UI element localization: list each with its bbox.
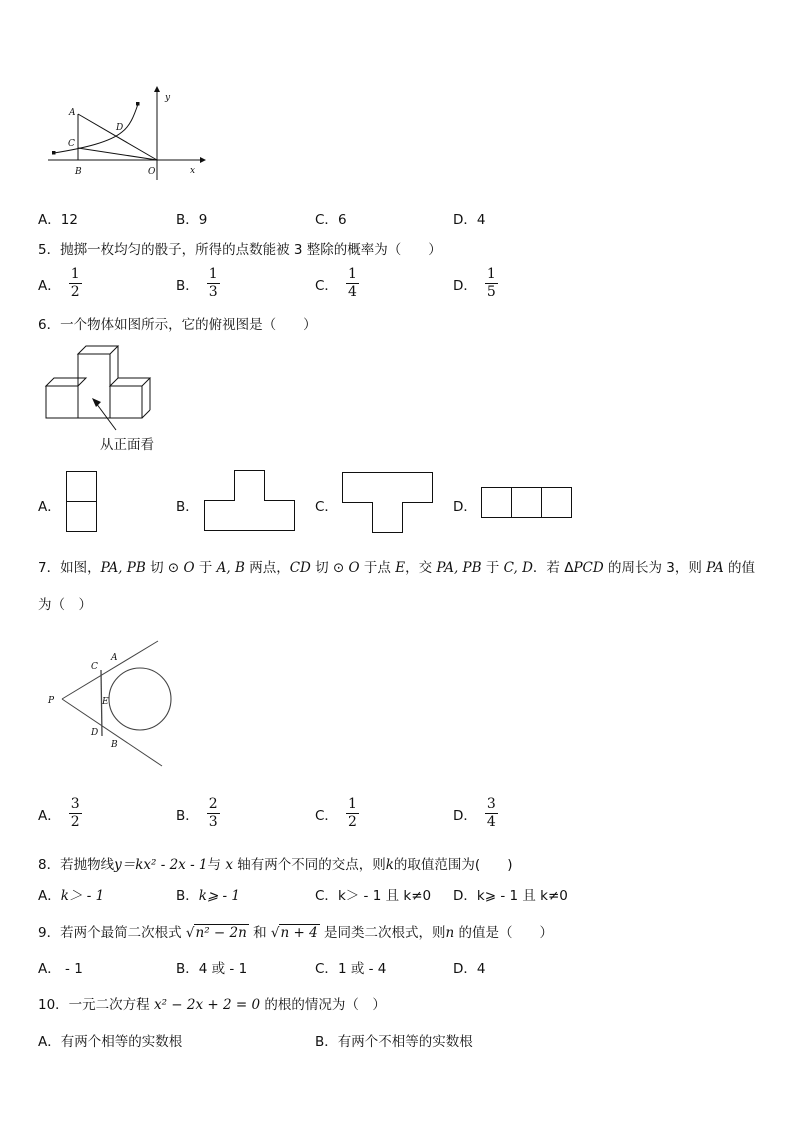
q8-option-a[interactable]: A．k＞ - 1 bbox=[38, 888, 105, 904]
q5-option-c[interactable]: C． $\frac{1}{4}$ bbox=[315, 266, 357, 300]
q8-stem: 8．若抛物线y＝kx² - 2x - 1与 x 轴有两个不同的交点，则k的取值范围为( ) bbox=[38, 857, 513, 873]
segment-CO bbox=[78, 148, 157, 160]
q4-option-b[interactable]: B．9 bbox=[176, 212, 208, 228]
q4-coordinate-figure bbox=[40, 82, 210, 182]
q10-option-b[interactable]: B．有两个不相等的实数根 bbox=[315, 1034, 473, 1050]
label-C: C bbox=[68, 139, 75, 149]
q9-stem: 9．若两个最简二次根式 √n² − 2n 和 √n + 4 是同类二次根式，则n 的值是（ ） bbox=[38, 925, 553, 941]
q4-option-a[interactable]: A．12 bbox=[38, 212, 78, 228]
label-x: x bbox=[190, 166, 196, 176]
segment-AO bbox=[78, 114, 157, 160]
q7-tangent-circle-figure bbox=[44, 636, 204, 776]
hyperbola-curve bbox=[54, 104, 138, 153]
q4-option-d[interactable]: D．4 bbox=[453, 212, 486, 228]
label-D: D bbox=[116, 123, 124, 133]
label-C: C bbox=[91, 662, 98, 672]
q6-solid-figure bbox=[40, 346, 170, 426]
tangent-PB bbox=[62, 699, 162, 766]
q10-stem: 10．一元二次方程 x² − 2x + 2 = 0 的根的情况为（ ） bbox=[38, 997, 386, 1013]
label-E: E bbox=[102, 697, 109, 707]
label-B: B bbox=[111, 740, 118, 750]
view-arrow-head bbox=[92, 398, 101, 407]
q6-option-a-figure[interactable] bbox=[66, 471, 98, 533]
q6-option-b-label[interactable]: B． bbox=[176, 499, 199, 515]
q7-stem-line1: 7．如图，PA, PB 切 ⊙ O 于 A, B 两点，CD 切 ⊙ O 于点 E，交 PA, PB 于 C, D．若 ΔPCD 的周长为 3，则 PA 的值 bbox=[38, 560, 756, 576]
circle-O bbox=[109, 668, 171, 730]
q5-stem: 5．抛掷一枚均匀的骰子，所得的点数能被 3 整除的概率为（ ） bbox=[38, 242, 442, 258]
view-arrow-shaft bbox=[96, 403, 116, 430]
q7-option-a[interactable]: A． $\frac{3}{2}$ bbox=[38, 796, 80, 830]
radical-2: n + 4 bbox=[280, 925, 318, 941]
q9-option-c[interactable]: C．1 或 - 4 bbox=[315, 961, 387, 977]
label-A: A bbox=[69, 108, 76, 118]
radical-1: n² − 2n bbox=[195, 925, 247, 941]
x-axis-arrow bbox=[200, 157, 206, 163]
curve-endpoint-right bbox=[136, 102, 140, 106]
q6-option-d-label[interactable]: D． bbox=[453, 499, 477, 515]
q7-option-b[interactable]: B． $\frac{2}{3}$ bbox=[176, 796, 218, 830]
label-O: O bbox=[148, 167, 156, 177]
label-y: y bbox=[165, 93, 171, 103]
q5-option-a[interactable]: A． $\frac{1}{2}$ bbox=[38, 266, 80, 300]
label-P: P bbox=[48, 696, 55, 706]
q9-option-a[interactable]: A． - 1 bbox=[38, 961, 83, 977]
label-D: D bbox=[91, 728, 99, 738]
q6-view-caption: 从正面看 bbox=[100, 437, 154, 453]
q6-option-d-figure[interactable] bbox=[481, 487, 573, 519]
label-A: A bbox=[111, 653, 118, 663]
q8-option-c[interactable]: C．k＞ - 1 且 k≠0 bbox=[315, 888, 432, 904]
q8-option-b[interactable]: B．k⩾ - 1 bbox=[176, 888, 240, 904]
q4-option-c[interactable]: C．6 bbox=[315, 212, 347, 228]
q7-option-c[interactable]: C． $\frac{1}{2}$ bbox=[315, 796, 357, 830]
curve-endpoint-left bbox=[52, 151, 56, 155]
q8-option-d[interactable]: D．k⩾ - 1 且 k≠0 bbox=[453, 888, 568, 904]
y-axis-arrow bbox=[154, 86, 160, 92]
q7-stem-line2: 为（ ） bbox=[38, 597, 92, 613]
q6-option-a-label[interactable]: A． bbox=[38, 499, 61, 515]
q10-option-a[interactable]: A．有两个相等的实数根 bbox=[38, 1034, 183, 1050]
q5-option-d[interactable]: D． $\frac{1}{5}$ bbox=[453, 266, 496, 300]
q6-option-c-figure[interactable] bbox=[342, 472, 434, 534]
q9-option-d[interactable]: D．4 bbox=[453, 961, 486, 977]
q7-option-d[interactable]: D． $\frac{3}{4}$ bbox=[453, 796, 496, 830]
q6-stem: 6．一个物体如图所示，它的俯视图是（ ） bbox=[38, 317, 317, 333]
q6-option-c-label[interactable]: C． bbox=[315, 499, 338, 515]
q9-option-b[interactable]: B．4 或 - 1 bbox=[176, 961, 248, 977]
q5-option-b[interactable]: B． $\frac{1}{3}$ bbox=[176, 266, 218, 300]
label-B: B bbox=[75, 167, 82, 177]
q6-option-b-figure[interactable] bbox=[204, 470, 296, 532]
